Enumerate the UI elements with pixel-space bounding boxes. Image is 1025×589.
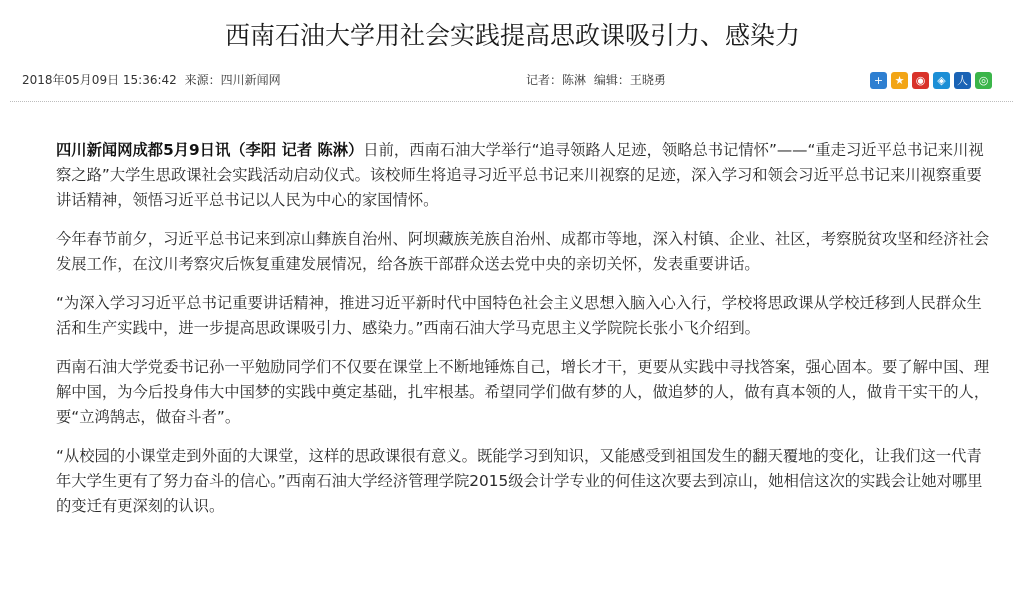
tencent-weibo-icon: ◈ xyxy=(937,74,946,87)
paragraph-1-text: 日前，西南石油大学举行“追寻领路人足迹，领略总书记情怀”——“重走习近平总书记来川视察之路”大学生思政课社会实践活动启动仪式。该校师生将追寻习近平总书记来川视察的足迹，深入学习和领会习近平总书记来川视察重要讲话精神，领悟习近平总书记以人民为中心的家国情怀。 xyxy=(56,141,984,209)
share-renren-button[interactable] xyxy=(954,72,971,89)
editor-name: 王晓勇 xyxy=(629,73,666,87)
article-paragraph-2: 今年春节前夕，习近平总书记来到凉山彝族自治州、阿坝藏族羌族自治州、成都市等地，深入村镇、企业、社区，考察脱贫攻坚和经济社会发展工作，在汶川考察灾后恢复重建发展情况，给各族干部群众送去党中央的亲切关怀，发表重要讲话。 xyxy=(56,230,990,273)
renren-icon: 人 xyxy=(957,74,968,87)
header-divider xyxy=(10,101,1013,102)
wechat-icon: ◎ xyxy=(978,74,989,87)
plus-icon: + xyxy=(873,74,884,87)
article-title: 西南石油大学用社会实践提高思政课吸引力、感染力 xyxy=(224,21,800,50)
article-body xyxy=(56,138,996,533)
article-meta-left xyxy=(22,71,285,89)
article-meta-credits xyxy=(526,71,670,89)
source-label: 来源： xyxy=(184,73,221,87)
qzone-star-icon: ★ xyxy=(894,74,905,87)
dateline: 四川新闻网成都5月9日讯（李阳 记者 陈淋） xyxy=(56,141,364,159)
source-link[interactable]: 四川新闻网 xyxy=(220,73,281,87)
reporter-name: 陈淋 xyxy=(562,73,587,87)
share-toolbar xyxy=(870,72,992,90)
share-wechat-button[interactable] xyxy=(975,72,992,89)
share-tencent-weibo-button[interactable] xyxy=(933,72,950,89)
share-weibo-button[interactable] xyxy=(912,72,929,89)
article-paragraph-4: 西南石油大学党委书记孙一平勉励同学们不仅要在课堂上不断地锤炼自己，增长才干，更要从实践中寻找答案，强心固本。要了解中国、理解中国，为今后投身伟大中国梦的实践中奠定基础，扎牢根基。希望同学们做有梦的人，做追梦的人，做有真本领的人，做肯干实干的人，要“立鸿鹄志，做奋斗者”。 xyxy=(56,358,990,426)
weibo-icon: ◉ xyxy=(915,74,926,87)
share-more-button[interactable] xyxy=(870,72,887,89)
article-paragraph-1 xyxy=(56,138,996,213)
article-paragraph-3: “为深入学习习近平总书记重要讲话精神，推进习近平新时代中国特色社会主义思想入脑入心入行，学校将思政课从学校迁移到人民群众生活和生产实践中，进一步提高思政课吸引力、感染力。”西南石油大学马克思主义学院院长张小飞介绍到。 xyxy=(56,294,982,337)
share-qzone-button[interactable] xyxy=(891,72,908,89)
editor-label: 编辑： xyxy=(593,73,630,87)
reporter-label: 记者： xyxy=(526,73,563,87)
article-paragraph-5: “从校园的小课堂走到外面的大课堂，这样的思政课很有意义。既能学习到知识，又能感受到祖国发生的翻天覆地的变化，让我们这一代青年大学生更有了努力奋斗的信心。”西南石油大学经济管理学院2015级会计学专业的何佳这次要去到凉山，她相信这次的实践会让她对哪里的变迁有更深刻的认识。 xyxy=(56,447,983,515)
publish-datetime: 2018年05月09日 15:36:42 xyxy=(22,73,177,87)
